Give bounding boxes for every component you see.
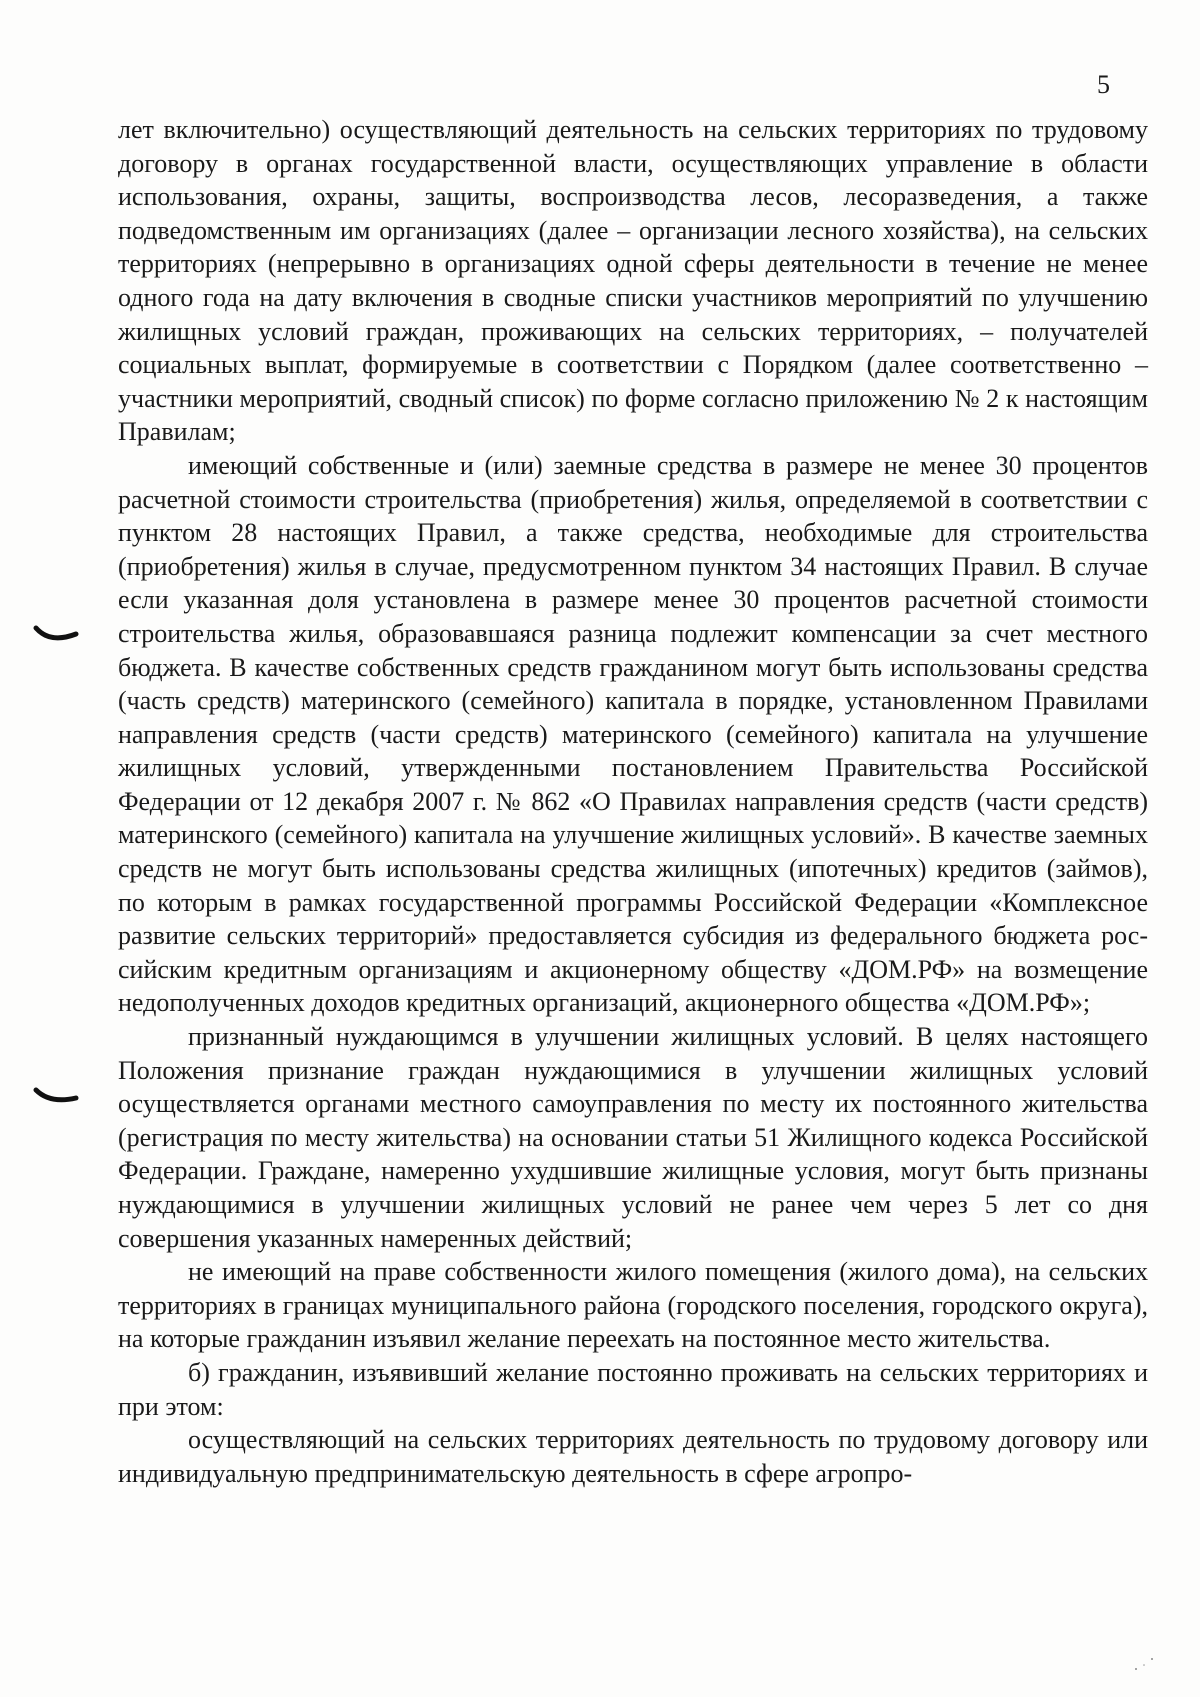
paragraph: осуществляющий на сельских территориях деятельность по трудовому договору или индивидуальную предпринимательскую деятельность в сфере агропро- <box>118 1425 1148 1488</box>
binder-hole-mark <box>32 1082 82 1110</box>
document-body <box>118 113 1148 1490</box>
paragraph: не имеющий на праве собственности жилого помещения (жилого дома), на сельских территориях в границах муниципального района (городского поселения, городского округа), на которые гражданин изъявил желание переехать на постоянное место жительства. <box>118 1257 1148 1354</box>
page-number: 5 <box>1097 70 1110 99</box>
paragraph: б) гражданин, изъявивший желание постоянно проживать на сельских территориях и при этом: <box>118 1357 1148 1421</box>
paragraph: имеющий собственные и (или) заемные средства в размере не менее 30 процентов расчетной стоимости строительства (приобретения) жилья, определяемой в соответствии с пунктом 28 настоящих Правил, а также средства, необходимые для строительства (приобретения) жилья в случае, предусмотренном пунктом 34 настоящих Правил. В случае если указанная доля установлена в размере менее 30 процентов расчетной стоимости строительства жилья, образовавшаяся разница подлежит компенсации за счет местного бюджета. В качестве собственных средств гражданином могут быть использованы средства (часть средств) материнского (семейного) капитала в порядке, установленном Правилами направления средств (части средств) материнского (семейного) капитала на улучшение жилищных условий, утвержденными постановлением Правительства Российской Федерации от 12 декабря 2007 г. № 862 «О Правилах направления средств (части средств) материнского (семейного) капитала на улучшение жилищных условий». В качестве заемных средств не могут быть использованы средства жилищных (ипотечных) кредитов (займов), по которым в рамках государственной программы Российской Федерации «Комплексное развитие сельских территорий» предоставляется субсидия из федерального бюджета российским кредитным организациям и акционерному обществу «ДОМ.РФ» на возмещение недополученных доходов кредитных организаций, акционерного общества «ДОМ.РФ»; <box>118 450 1148 1018</box>
scan-speckle <box>1130 1653 1160 1675</box>
paragraph: признанный нуждающимся в улучшении жилищных условий. В целях настоящего Положения признание граждан нуждающимися в улучшении жилищных условий осуществляется органами местного самоуправления по месту их постоянного жительства (регистрация по месту жительства) на основании статьи 51 Жилищного кодекса Российской Федерации. Граждане, намеренно ухудшившие жилищные условия, могут быть признаны нуждающимися в улучшении жилищных условий не ранее чем через 5 лет со дня совершения указанных намеренных действий; <box>118 1022 1148 1253</box>
paragraph-continuation: лет включительно) осуществляющий деятельность на сельских территориях по трудовому договору в органах государственной власти, осуществляющих управление в области использования, охраны, защиты, воспроизводства лесов, лесоразведения, а также подведомственным им организациях (далее – организации лесного хозяйства), на сельских территориях (непрерывно в организациях одной сферы деятельности в течение не менее одного года на дату включения в сводные списки участников мероприятий по улучшению жилищных условий граждан, проживающих на сельских территориях, – получателей социальных выплат, формируемые в соответствии с Порядком (далее соответственно – участники мероприятий, сводный список) по форме согласно приложению № 2 к настоящим Правилам; <box>118 115 1148 447</box>
binder-hole-mark <box>32 620 82 648</box>
